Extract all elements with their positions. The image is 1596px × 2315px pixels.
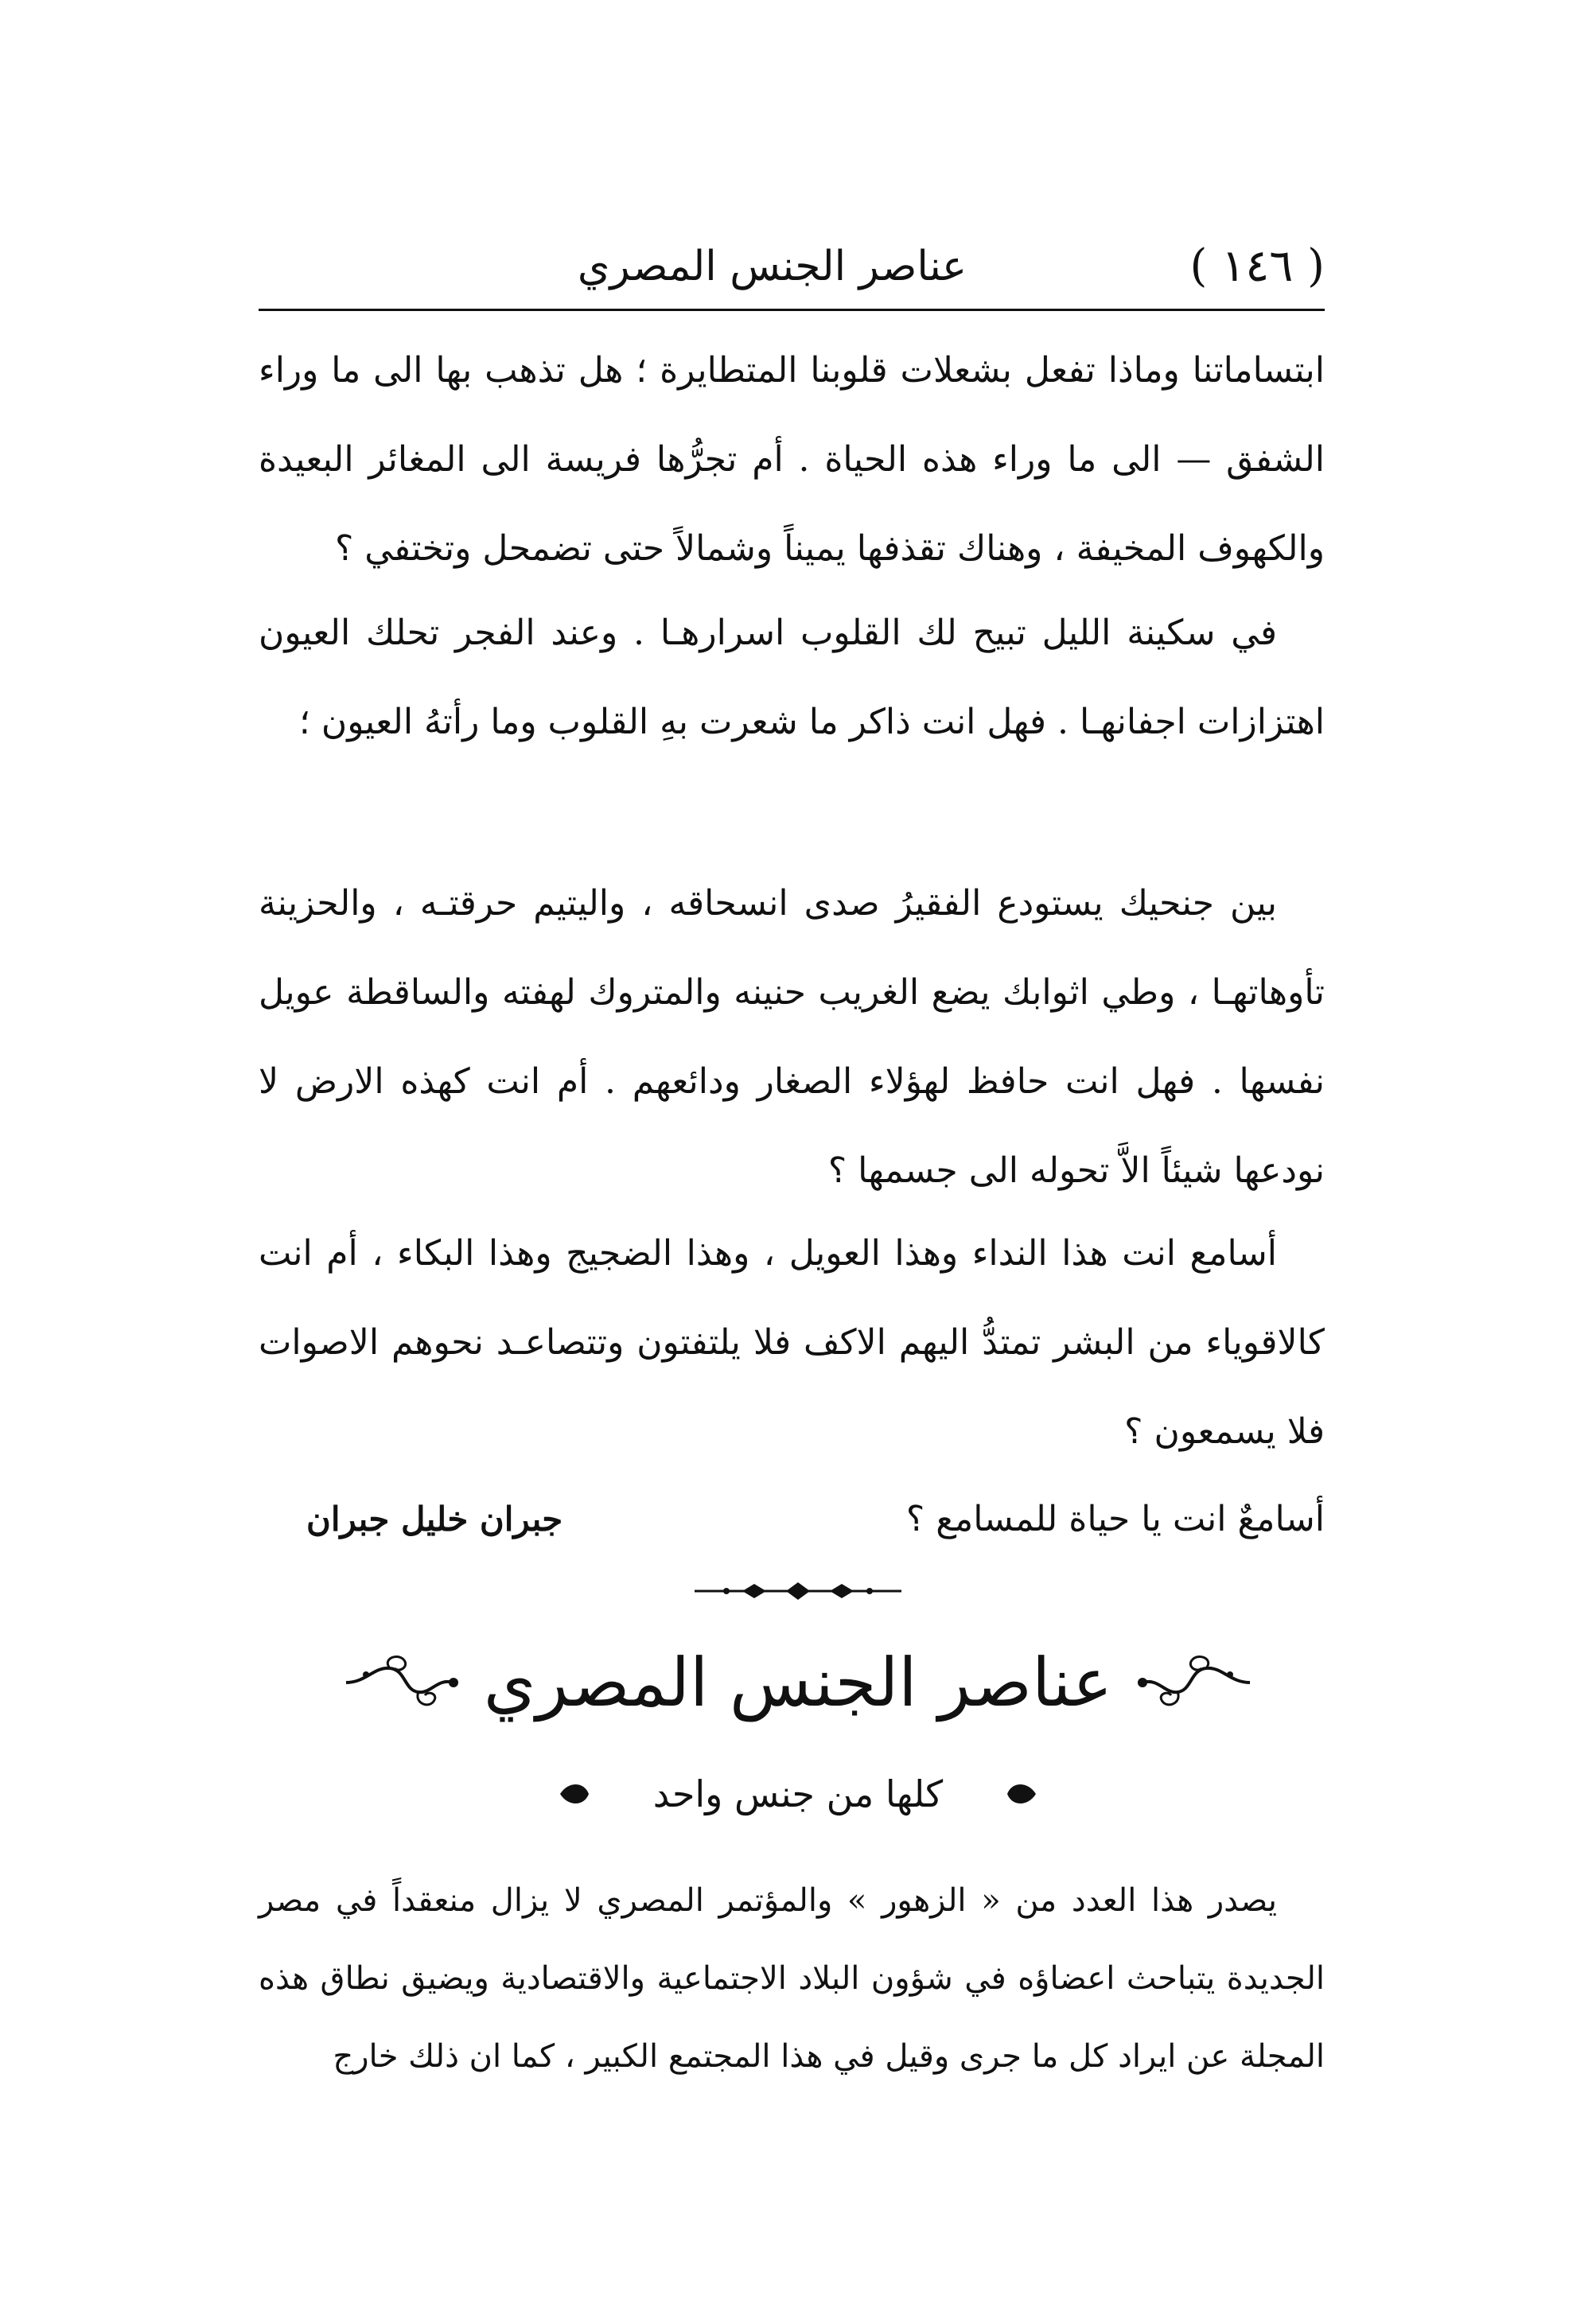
leaf-ornament-icon [557, 1778, 592, 1810]
header-rule [259, 309, 1325, 311]
section-subtitle-block [557, 1758, 1039, 1830]
flourish-ornament-icon [1135, 1651, 1254, 1714]
author-signature: جبران خليل جبران [306, 1500, 563, 1539]
poem-paragraph-text: أسامع انت هذا النداء وهذا العويل ، وهذا الضجيج وهذا البكاء ، أم انت كالاقوياء من البشر تمتدُّ اليهم الاكف فلا يلتفتون وتتصاعـد نحوهم الاصوات فلا يسمعون ؟ [259, 1233, 1325, 1452]
poem-paragraph [259, 589, 1325, 767]
page-number: ( ١٤٦ ) [1189, 240, 1325, 292]
section-title-block [342, 1623, 1254, 1742]
section-title: عناصر الجنس المصري [483, 1644, 1113, 1722]
closing-line [259, 1480, 1325, 1559]
poem-paragraph [259, 859, 1325, 1216]
poem-paragraph-text: بين جنحيك يستودع الفقيرُ صدى انسحاقه ، واليتيم حرقتـه ، والحزينة تأوهاتهـا ، وطي اثوابك يضع الغريب حنينه والمتروك لهفته والساقطة عويل نفسها . فهل انت حافظ لهؤلاء الصغار ودائعهم . أم انت كهذه الارض لا نودعها شيئاً الاَّ تحوله الى جسمها ؟ [259, 883, 1325, 1191]
section-body-text: يصدر هذا العدد من « الزهور » والمؤتمر المصري لا يزال منعقداً في مصر الجديدة يتباحث اعضاؤه في شؤون البلاد الاجتماعية والاقتصادية ويضيق نطاق هذه المجلة عن ايراد كل ما جرى وقيل في هذا المجتمع الكبير ، كما ان ذلك خارج [259, 1882, 1325, 2075]
closing-question: أسامعٌ انت يا حياة للمسامع ؟ [905, 1499, 1325, 1539]
running-title: عناصر الجنس المصري [577, 243, 967, 290]
leaf-ornament-icon [1004, 1778, 1039, 1810]
page-header [259, 231, 1325, 302]
poem-paragraph-text: ابتساماتنا وماذا تفعل بشعلات قلوبنا المتطايرة ؛ هل تذهب بها الى ما وراء الشفق — الى ما وراء هذه الحياة . أم تجرُّها فريسة الى المغائر البعيدة والكهوف المخيفة ، وهناك تقذفها يميناً وشمالاً حتى تضمحل وتختفي ؟ [259, 350, 1325, 569]
flourish-ornament-icon [342, 1651, 461, 1714]
poem-paragraph-text: في سكينة الليل تبيح لك القلوب اسرارهـا . وعند الفجر تحلك العيون اهتزازات اجفانهـا . فهل انت ذاكر ما شعرت بهِ القلوب وما رأتهُ العيون ؛ [259, 613, 1325, 742]
section-body [259, 1862, 1325, 2095]
poem-paragraph [259, 326, 1325, 593]
ornament-divider [695, 1579, 901, 1603]
poem-paragraph [259, 1209, 1325, 1477]
section-subtitle: كلها من جنس واحد [652, 1772, 944, 1815]
